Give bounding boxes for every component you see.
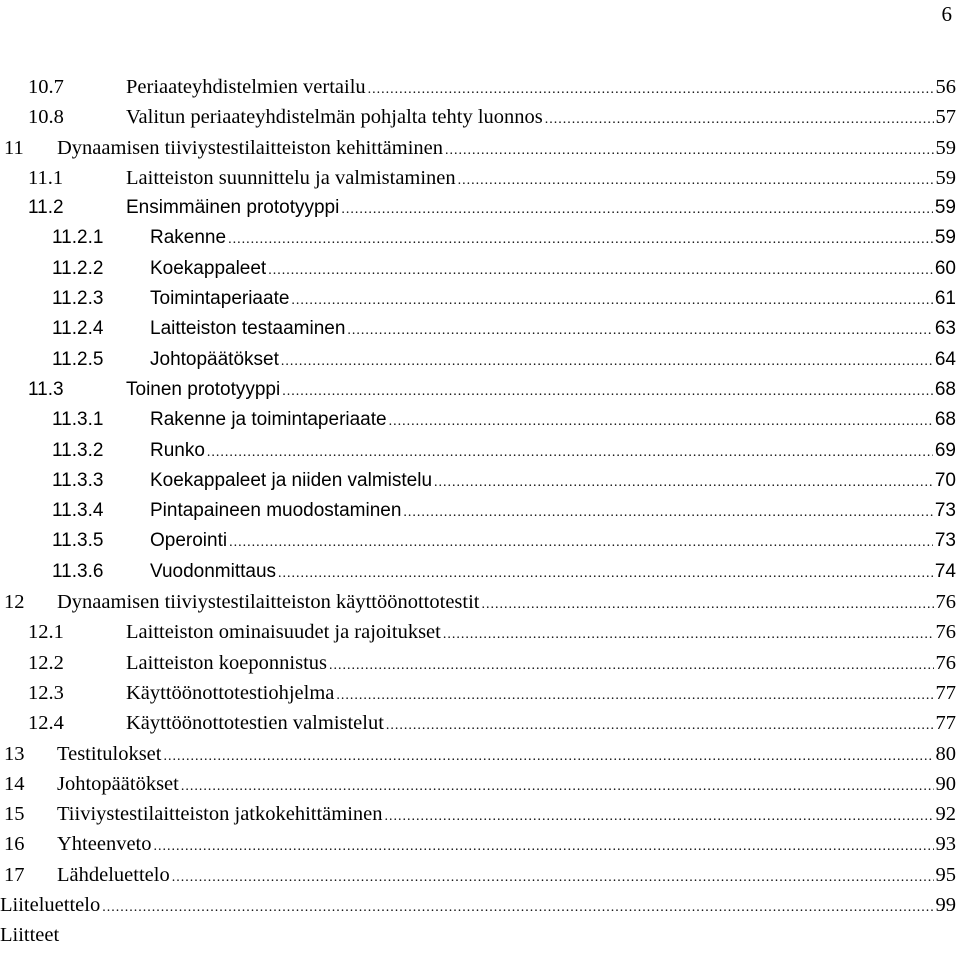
toc-entry-page: 77: [935, 681, 956, 704]
toc-entry-number: 10.7: [28, 76, 64, 98]
toc-entry[interactable]: [0, 769, 956, 799]
toc-entry[interactable]: [0, 799, 956, 829]
toc-entry-page: 61: [934, 288, 956, 310]
toc-entry-page: 59: [935, 136, 956, 159]
toc-leader-dots: [291, 286, 932, 316]
toc-entry-number: 11.2: [28, 197, 64, 219]
toc-leader-dots: [207, 438, 933, 468]
toc-leader-dots: [389, 407, 933, 437]
toc-entry-number: 12.3: [28, 681, 64, 704]
toc-entry-number: 11.2.3: [52, 288, 104, 310]
toc-entry-title: Ensimmäinen prototyyppi: [126, 197, 340, 219]
toc-entry[interactable]: [0, 526, 956, 556]
toc-entry[interactable]: [0, 375, 956, 405]
toc-leader-dots: [154, 832, 934, 862]
toc-leader-dots: [282, 377, 933, 407]
toc-entry-number: 11.1: [28, 166, 64, 189]
toc-entry[interactable]: [0, 890, 956, 920]
toc-entry[interactable]: [0, 739, 956, 769]
toc-entry-page: 99: [935, 894, 956, 917]
toc-entry-number: 12.4: [28, 712, 64, 735]
toc-entry-number: 11.3.3: [52, 469, 104, 491]
toc-entry-title: Testitulokset: [57, 742, 162, 765]
toc-entry[interactable]: [0, 587, 956, 617]
toc-entry[interactable]: [0, 254, 956, 284]
toc-entry[interactable]: [0, 617, 956, 647]
toc-entry-page: 59: [935, 166, 956, 189]
toc-entry-number: 11.3.6: [52, 560, 104, 582]
toc-entry[interactable]: [0, 284, 956, 314]
table-of-contents: [0, 72, 956, 951]
toc-entry[interactable]: [0, 557, 956, 587]
toc-entry-title: Runko: [150, 439, 205, 461]
toc-entry-title: Käyttöönottotestien valmistelut: [126, 712, 384, 735]
toc-entry-title: Toimintaperiaate: [150, 288, 290, 310]
toc-entry-number: 16: [4, 833, 25, 856]
toc-entry[interactable]: [0, 466, 956, 496]
toc-entry[interactable]: [0, 436, 956, 466]
toc-entry[interactable]: [0, 496, 956, 526]
toc-leader-dots: [445, 136, 933, 166]
toc-entry-title: Operointi: [150, 530, 228, 552]
toc-entry-page: 77: [935, 712, 956, 735]
toc-entry-title: Laitteiston suunnittelu ja valmistaminen: [126, 166, 456, 189]
toc-entry[interactable]: [0, 102, 956, 132]
toc-entry-number: 12: [4, 591, 25, 614]
toc-entry-title: Liitteet: [0, 924, 60, 947]
toc-leader-dots: [386, 711, 934, 741]
toc-leader-dots: [268, 256, 933, 286]
toc-entry[interactable]: [0, 314, 956, 344]
toc-entry-number: 17: [4, 863, 25, 886]
toc-entry-page: 74: [934, 560, 956, 582]
toc-entry-title: Käyttöönottotestiohjelma: [126, 681, 335, 704]
toc-leader-dots: [341, 195, 933, 225]
toc-leader-dots: [458, 166, 934, 196]
toc-entry-page: 80: [935, 742, 956, 765]
toc-entry-page: 73: [934, 530, 956, 552]
toc-entry-title: Toinen prototyyppi: [126, 378, 281, 400]
toc-entry[interactable]: [0, 678, 956, 708]
toc-entry-number: 11.2.2: [52, 257, 104, 279]
toc-entry-page: 68: [934, 378, 956, 400]
toc-entry-number: 12.1: [28, 621, 64, 644]
toc-entry-page: 69: [934, 439, 956, 461]
toc-entry[interactable]: [0, 72, 956, 102]
toc-entry-page: 60: [934, 257, 956, 279]
toc-entry-page: 64: [934, 348, 956, 370]
toc-entry-title: Koekappaleet ja niiden valmistelu: [150, 469, 433, 491]
toc-entry-page: 57: [935, 106, 956, 129]
toc-entry-title: Johtopäätökset: [150, 348, 279, 370]
toc-leader-dots: [102, 893, 933, 923]
toc-leader-dots: [163, 742, 933, 772]
toc-leader-dots: [545, 105, 934, 135]
toc-entry-page: 59: [934, 197, 956, 219]
toc-entry-title: Tiiviystestilaitteiston jatkokehittäminen: [57, 803, 383, 826]
toc-leader-dots: [385, 802, 934, 832]
toc-leader-dots: [228, 225, 933, 255]
toc-entry-page: 95: [935, 863, 956, 886]
toc-leader-dots: [229, 528, 933, 558]
toc-entry[interactable]: [0, 648, 956, 678]
toc-entry-page: 59: [934, 227, 956, 249]
toc-leader-dots: [336, 681, 933, 711]
toc-entry-page: 70: [934, 469, 956, 491]
toc-entry[interactable]: [0, 405, 956, 435]
toc-entry-title: Dynaamisen tiiviystestilaitteiston käyttöönottotestit: [57, 591, 480, 614]
toc-entry-number: 15: [4, 803, 25, 826]
toc-entry-page: 63: [934, 318, 956, 340]
toc-entry-page: 93: [935, 833, 956, 856]
toc-entry[interactable]: [0, 708, 956, 738]
toc-entry[interactable]: [0, 920, 956, 950]
toc-entry-title: Rakenne ja toimintaperiaate: [150, 409, 387, 431]
toc-entry-page: 76: [935, 621, 956, 644]
toc-entry[interactable]: [0, 345, 956, 375]
toc-entry-title: Liiteluettelo: [0, 894, 101, 917]
toc-entry-number: 11.2.4: [52, 318, 104, 340]
toc-entry-number: 12.2: [28, 651, 64, 674]
toc-entry-number: 11.2.1: [52, 227, 104, 249]
toc-entry-number: 14: [4, 772, 25, 795]
toc-leader-dots: [181, 772, 934, 802]
toc-entry-page: 90: [935, 772, 956, 795]
page-number: 6: [941, 2, 952, 26]
toc-entry[interactable]: [0, 829, 956, 859]
toc-leader-dots: [347, 316, 932, 346]
toc-entry-number: 11: [4, 136, 24, 159]
toc-entry-title: Valitun periaateyhdistelmän pohjalta tehty luonnos: [126, 106, 543, 129]
toc-entry-title: Laitteiston koeponnistus: [126, 651, 327, 674]
toc-entry-number: 11.3.4: [52, 500, 104, 522]
toc-entry[interactable]: [0, 223, 956, 253]
toc-entry-number: 11.3.1: [52, 409, 104, 431]
toc-entry-number: 10.8: [28, 106, 64, 129]
toc-leader-dots: [368, 75, 934, 105]
toc-entry[interactable]: [0, 163, 956, 193]
toc-entry-page: 76: [935, 651, 956, 674]
toc-leader-dots: [403, 498, 932, 528]
toc-leader-dots: [278, 559, 933, 589]
toc-leader-dots: [281, 347, 933, 377]
toc-entry-title: Laitteiston ominaisuudet ja rajoitukset: [126, 621, 441, 644]
toc-entry-title: Rakenne: [150, 227, 227, 249]
toc-entry-page: 92: [935, 803, 956, 826]
toc-leader-dots: [172, 863, 934, 893]
toc-leader-dots: [481, 590, 933, 620]
toc-entry-title: Laitteiston testaaminen: [150, 318, 346, 340]
toc-entry-page: 76: [935, 591, 956, 614]
toc-entry-number: 11.2.5: [52, 348, 104, 370]
toc-entry-page: 56: [935, 76, 956, 98]
toc-entry-title: Pintapaineen muodostaminen: [150, 500, 402, 522]
toc-entry[interactable]: [0, 193, 956, 223]
toc-entry-number: 11.3: [28, 378, 64, 400]
toc-entry-page: 73: [934, 500, 956, 522]
toc-entry[interactable]: [0, 133, 956, 163]
toc-leader-dots: [329, 651, 934, 681]
toc-entry-title: Lähdeluettelo: [57, 863, 170, 886]
toc-leader-dots: [434, 468, 933, 498]
toc-entry-title: Yhteenveto: [57, 833, 152, 856]
toc-leader-dots: [443, 620, 934, 650]
toc-entry-title: Koekappaleet: [150, 257, 267, 279]
toc-entry-title: Vuodonmittaus: [150, 560, 277, 582]
toc-entry-page: 68: [934, 409, 956, 431]
toc-entry-number: 13: [4, 742, 25, 765]
toc-entry-number: 11.3.5: [52, 530, 104, 552]
toc-entry[interactable]: [0, 860, 956, 890]
toc-entry-title: Johtopäätökset: [57, 772, 179, 795]
toc-entry-title: Periaateyhdistelmien vertailu: [126, 76, 366, 98]
toc-entry-number: 11.3.2: [52, 439, 104, 461]
toc-entry-title: Dynaamisen tiiviystestilaitteiston kehittäminen: [57, 136, 444, 159]
